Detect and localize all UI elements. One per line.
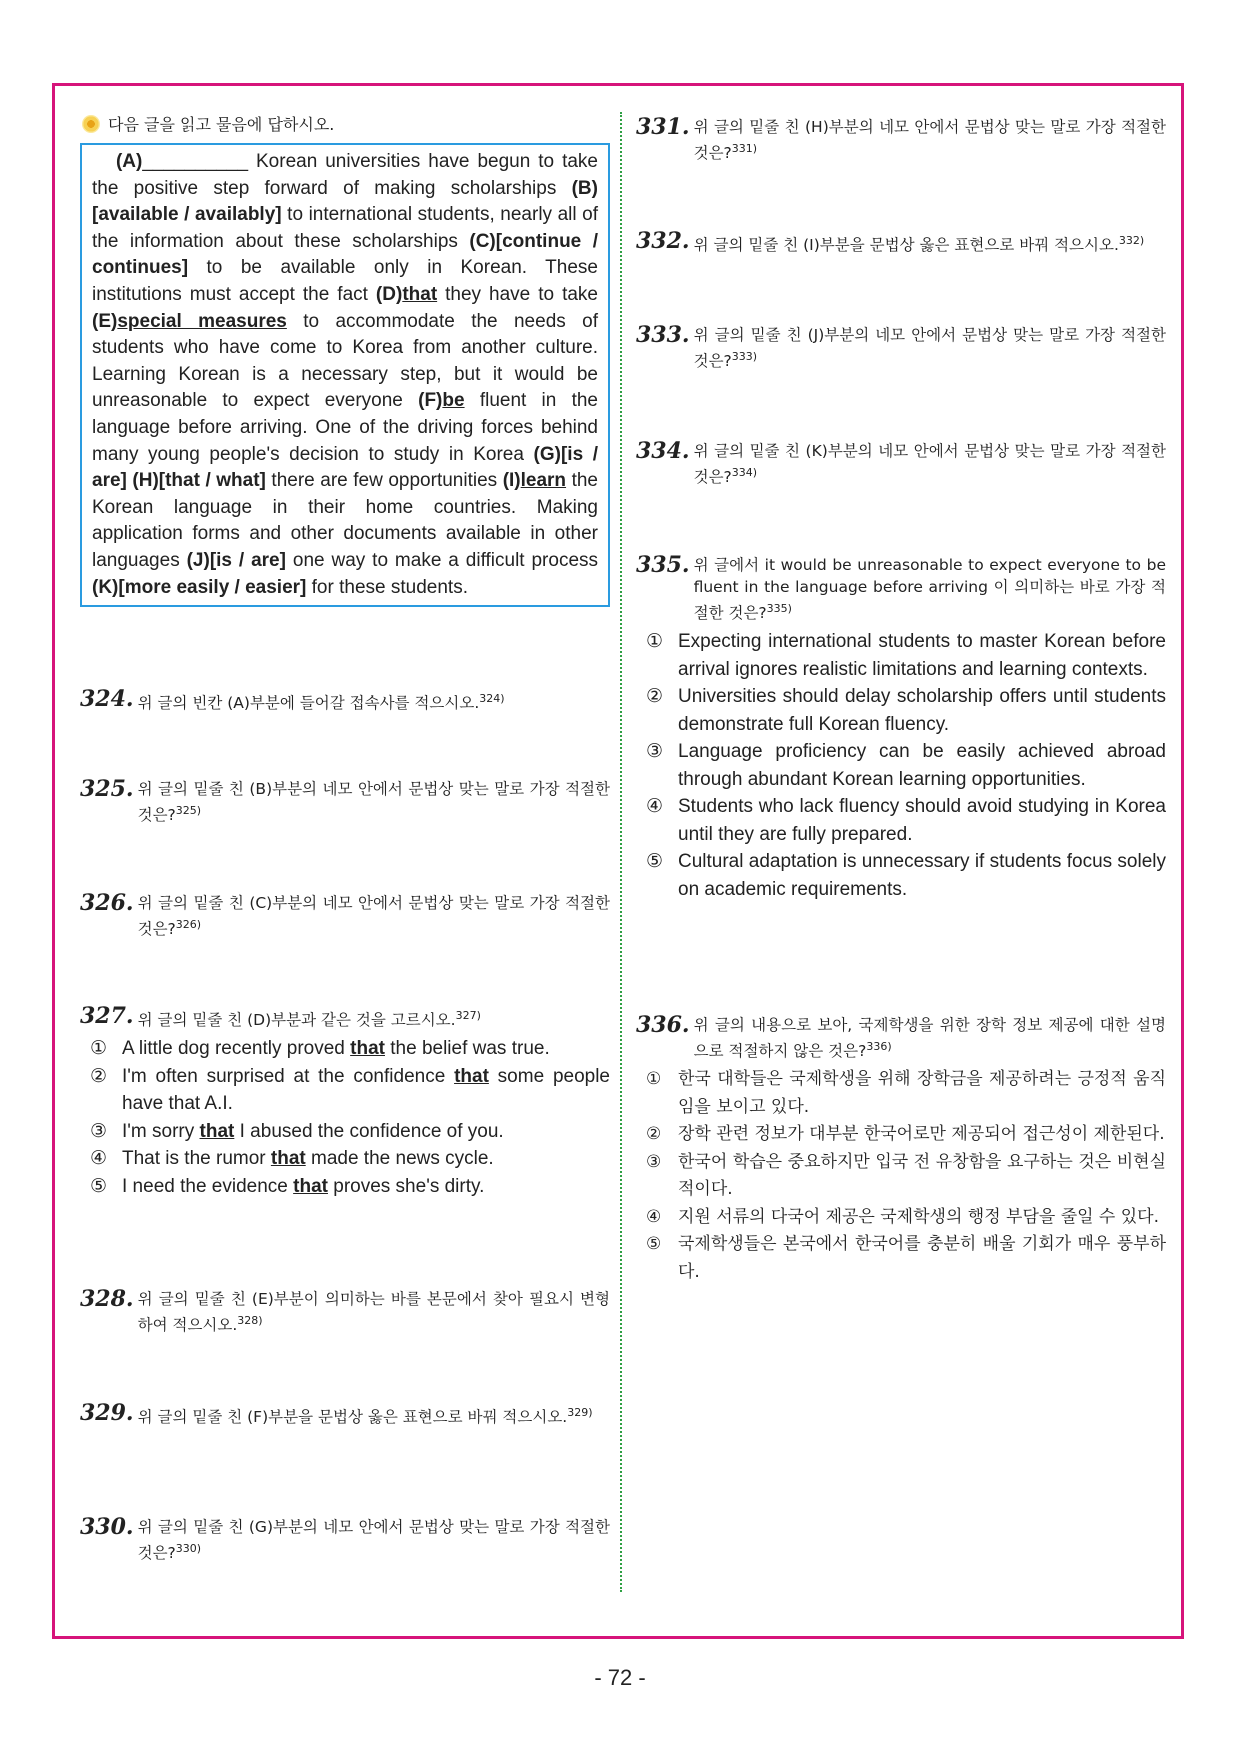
option-text: A little dog recently proved [122,1038,351,1060]
question-number: 325. [80,776,134,802]
option-text: 장학 관련 정보가 대부분 한국어로만 제공되어 접근성이 제한된다. [678,1124,1165,1145]
marker-b: (B)[available / availably] [92,177,598,226]
question-text [694,440,1166,488]
option-3[interactable] [636,1149,1166,1204]
question-prompt: 위 글의 밑줄 친 (F)부분을 문법상 옳은 표현으로 바꿔 적으시오. [137,1408,568,1427]
underlined-that: that [454,1065,489,1087]
passage-text: there are few opportunities [265,470,503,492]
question-text [694,554,1166,624]
question-334 [636,440,1166,488]
option-2[interactable] [636,683,1166,738]
question-prompt: 위 글에서 it would be unreasonable to expect everyone to be fluent in the language before arriving 이 의미하는 바로 가장 적절한 것은? [693,556,1166,623]
option-4[interactable] [636,1204,1166,1232]
option-text: made the news cycle. [305,1148,494,1170]
underlined-that: that [270,1148,306,1170]
option-number: ③ [646,1151,662,1172]
question-text [138,1516,610,1564]
question-text [138,1005,610,1031]
question-324 [80,688,610,714]
option-5[interactable] [80,1173,610,1201]
question-prompt: 위 글의 밑줄 친 (D)부분과 같은 것을 고르시오. [137,1011,456,1030]
option-3[interactable] [636,738,1166,793]
question-prompt: 위 글의 밑줄 친 (I)부분을 문법상 옳은 표현으로 바꿔 적으시오. [693,236,1119,255]
option-number: ⑤ [90,1175,108,1197]
option-number: ④ [646,1206,662,1227]
question-333 [636,324,1166,372]
option-text: the belief was true. [384,1038,550,1060]
option-number: ② [646,686,664,708]
option-2[interactable] [80,1063,610,1118]
instruction-text: 다음 글을 읽고 물음에 답하시오. [108,115,335,134]
footnote-ref: 330) [175,1542,202,1555]
option-3[interactable] [80,1118,610,1146]
option-text: 지원 서류의 다국어 제공은 국제학생의 행정 부담을 줄일 수 있다. [678,1206,1160,1227]
option-4[interactable] [80,1145,610,1173]
flower-icon [82,115,100,133]
underlined-that: that [199,1120,235,1142]
option-text: 한국어 학습은 중요하지만 입국 전 유창함을 요구하는 것은 비현실적이다. [678,1151,1166,1200]
option-number: ④ [90,1148,108,1170]
option-number: ② [646,1124,662,1145]
option-5[interactable] [636,1231,1166,1286]
underlined-d: that [402,283,438,305]
question-335 [636,554,1166,903]
question-text [694,116,1166,164]
question-prompt: 위 글의 밑줄 친 (J)부분의 네모 안에서 문법상 맞는 말로 가장 적절한 것은? [693,326,1166,371]
marker-a: (A) [115,151,143,172]
footnote-ref: 332) [1118,234,1145,247]
question-prompt: 위 글의 밑줄 친 (K)부분의 네모 안에서 문법상 맞는 말로 가장 적절한 것은? [693,442,1166,487]
option-text: 한국 대학들은 국제학생을 위해 장학금을 제공하려는 긍정적 움직임을 보이고 있다. [678,1069,1166,1117]
question-text [138,1288,610,1336]
option-number: ① [646,1069,662,1090]
passage-text: Korean universities have begun to take the positive step forward of making scholarships [92,151,598,199]
option-2[interactable] [636,1121,1166,1149]
marker-h: (H)[that / what] [132,470,266,492]
marker-d: (D) [375,283,403,305]
option-text: Cultural adaptation is unnecessary if students focus solely on academic requirements. [678,851,1166,900]
question-329 [80,1402,610,1428]
footnote-ref: 333) [731,350,758,363]
passage-text: to be available only in Korean. These institutions must accept the fact [92,257,598,305]
question-332 [636,230,1166,256]
instruction [82,112,610,135]
left-column [80,112,610,1563]
options-336 [636,1066,1166,1286]
page-number: - 72 - [594,1665,646,1690]
question-text [138,778,610,826]
question-number: 324. [80,686,134,712]
option-number: ③ [90,1120,108,1142]
question-prompt: 위 글의 밑줄 친 (H)부분의 네모 안에서 문법상 맞는 말로 가장 적절한 것은? [693,118,1166,163]
marker-f: (F) [418,390,443,412]
question-number: 332. [636,228,690,254]
option-text: Students who lack fluency should avoid studying in Korea until they are fully prepared. [678,796,1166,845]
question-prompt: 위 글의 밑줄 친 (B)부분의 네모 안에서 문법상 맞는 말로 가장 적절한 것은? [137,780,610,825]
question-325 [80,778,610,826]
underlined-that: that [293,1175,328,1197]
option-number: ① [90,1038,108,1060]
option-text: some people have that A.I. [122,1065,610,1115]
footnote-ref: 336) [866,1040,892,1053]
option-text: I'm often surprised at the confidence [122,1065,455,1087]
passage-text: they have to take [437,283,598,305]
underlined-i: learn [520,470,567,492]
option-1[interactable] [636,628,1166,683]
options-335 [636,628,1166,903]
marker-c: (C)[continue / continues] [92,230,598,279]
blank-a: __________ [142,151,249,172]
underlined-e: special measures [117,310,287,332]
option-number: ② [90,1065,108,1087]
underlined-that: that [350,1038,385,1060]
question-number: 328. [80,1286,134,1312]
question-number: 331. [636,114,690,140]
option-4[interactable] [636,793,1166,848]
question-number: 334. [636,438,690,464]
passage-text: to accommodate the needs of students who have come to Korea from another culture. Learning Korean is a necessary step, but it would be unreasonable to expect everyone [92,310,598,412]
question-prompt: 위 글의 밑줄 친 (G)부분의 네모 안에서 문법상 맞는 말로 가장 적절한 것은? [137,1518,610,1563]
marker-j: (J)[is / are] [186,549,286,571]
question-number: 326. [80,890,134,916]
question-prompt: 위 글의 밑줄 친 (E)부분이 의미하는 바를 본문에서 찾아 필요시 변형하여 적으시오. [137,1290,610,1335]
footnote-ref: 329) [567,1406,593,1419]
question-327 [80,1005,610,1200]
footnote-ref: 334) [731,466,758,479]
question-number: 327. [80,1003,134,1029]
column-divider [620,112,622,1592]
option-text: proves she's dirty. [327,1175,485,1197]
option-text: 국제학생들은 본국에서 한국어를 충분히 배울 기회가 매우 풍부하다. [678,1234,1166,1282]
marker-i: (I) [502,470,521,492]
question-number: 329. [80,1400,134,1426]
question-number: 330. [80,1514,134,1540]
option-number: ④ [646,796,664,818]
marker-g: (G)[is / are] [92,443,598,492]
question-328 [80,1288,610,1336]
option-number: ⑤ [646,851,664,873]
marker-e: (E) [92,310,118,332]
passage-text: one way to make a difficult process [285,549,599,571]
marker-k: (K)[more easily / easier] [92,576,307,598]
question-prompt: 위 글의 밑줄 친 (C)부분의 네모 안에서 문법상 맞는 말로 가장 적절한 것은? [137,894,610,939]
option-5[interactable] [636,848,1166,903]
options-327 [80,1035,610,1200]
option-1[interactable] [636,1066,1166,1121]
footnote-ref: 328) [237,1314,263,1327]
footnote-ref: 324) [479,692,505,705]
question-number: 335. [636,552,690,578]
option-text: I abused the confidence of you. [234,1120,504,1142]
option-1[interactable] [80,1035,610,1063]
question-text [694,1014,1166,1062]
reading-passage [80,143,610,607]
question-number: 336. [636,1012,690,1038]
footnote-ref: 326) [175,918,202,931]
question-text [694,230,1166,256]
footnote-ref: 327) [455,1009,481,1022]
passage-text: fluent in the language before arriving. One of the driving forces behind many young people's decision to study in Korea [92,390,598,465]
passage-text: to international students, nearly all of the information about these scholarships [92,204,599,252]
option-text: Universities should delay scholarship offers until students demonstrate full Korean fluency. [678,686,1166,735]
option-number: ① [646,631,664,653]
option-text: Language proficiency can be easily achieved abroad through abundant Korean learning opportunities. [678,741,1166,790]
option-number: ⑤ [646,1234,662,1255]
underlined-f: be [442,390,465,412]
option-text: I'm sorry [122,1120,200,1142]
question-330 [80,1516,610,1564]
footnote-ref: 331) [731,142,758,155]
question-prompt: 위 글의 빈칸 (A)부분에 들어갈 접속사를 적으시오. [137,694,480,713]
passage-text: for these students. [306,576,468,598]
option-text: I need the evidence [122,1175,294,1197]
question-prompt: 위 글의 내용으로 보아, 국제학생을 위한 장학 정보 제공에 대한 설명으로 적절하지 않은 것은? [693,1016,1166,1061]
question-331 [636,116,1166,164]
question-336 [636,1014,1166,1286]
option-text: That is the rumor [122,1148,271,1170]
footnote-ref: 335) [766,602,792,615]
option-number: ③ [646,741,664,763]
passage-text: the Korean language in their home countries. Making application forms and other documents available in other languages [92,470,598,571]
question-text [138,892,610,940]
question-text [694,324,1166,372]
question-326 [80,892,610,940]
question-number: 333. [636,322,690,348]
question-text [138,1402,610,1428]
option-text: Expecting international students to master Korean before arrival ignores realistic limitations and learning contexts. [678,631,1166,680]
question-text [138,688,610,714]
footnote-ref: 325) [175,804,202,817]
